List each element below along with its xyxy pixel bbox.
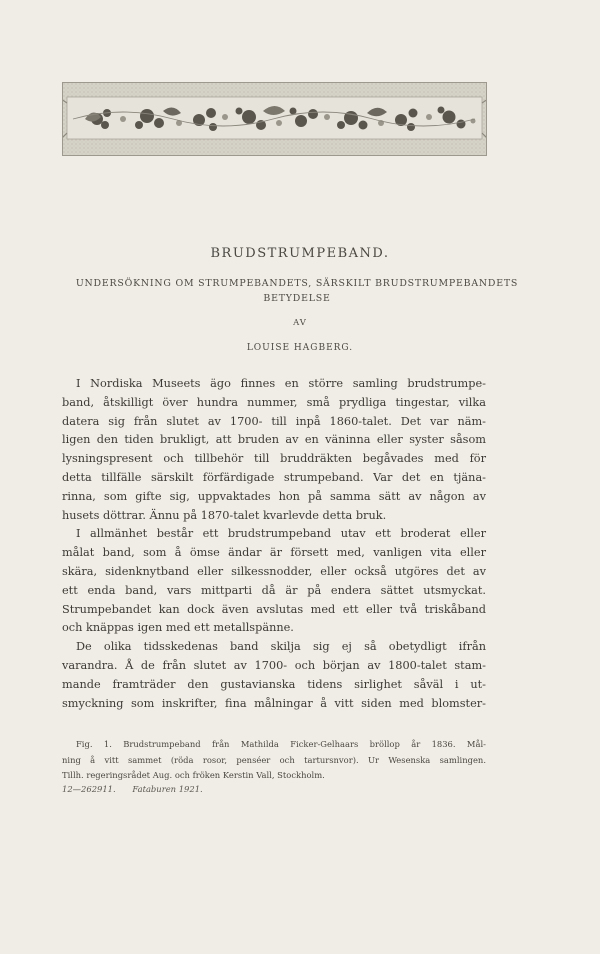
text-line: ligen den tiden brukligt, att bruden av en väninna eller syster såsom [62, 433, 486, 447]
text-line: detta tillfälle särskilt förfärdigade strumpeband. Var det en tjäna- [62, 470, 486, 484]
text-line: Strumpebandet kan dock även avslutas med ett eller två triskåband [62, 602, 486, 616]
text-line: I Nordiska Museets ägo finnes en större samling brudstrumpe- [76, 377, 486, 390]
byline: AV [293, 318, 307, 328]
page-footer [62, 784, 217, 794]
figure-caption [62, 737, 486, 784]
publication-name: Fataburen 1921. [132, 784, 203, 794]
text-line: målat band, som å ömse ändar är försett med, vanligen vita eller [62, 546, 486, 560]
text-line: skära, sidenknytband eller silkessnodder, eller också utgöres det av [62, 564, 486, 578]
garter-band-illustration [62, 82, 487, 156]
article-subtitle [36, 276, 558, 306]
text-line: I allmänhet består ett brudstrumpeband utav ett broderat eller [76, 527, 486, 541]
caption-line: Tillh. regeringsrådet Aug. och fröken Kerstin Vall, Stockholm. [62, 770, 325, 780]
caption-line: Fig. 1. Brudstrumpeband från Mathilda Ficker-Gelhaars bröllop år 1836. Mål- [76, 739, 486, 749]
print-code: 12—262911. [62, 784, 116, 794]
paragraph-1 [62, 375, 486, 525]
text-line: De olika tidsskedenas band skilja sig ej så obetydligt ifrån [76, 640, 486, 654]
text-line: och knäppas igen med ett metallspänne. [62, 621, 294, 635]
caption-line: ning å vitt sammet (röda rosor, penséer och tartursnvor). Ur Wesenska samlingen. [62, 754, 486, 765]
subtitle-line: UNDERSÖKNING OM STRUMPEBANDETS, SÄRSKILT BRUDSTRUMPEBANDETS [75, 278, 519, 289]
paragraph-2 [62, 525, 486, 638]
text-line: husets döttrar. Ännu på 1870-talet kvarlevde detta bruk. [62, 508, 387, 522]
text-line: mande framträder den gustavianska tidens sirlighet såväl i ut- [62, 677, 486, 691]
text-line: smyckning som inskrifter, fina målningar å vitt siden med blomster- [62, 696, 486, 710]
text-line: rinna, som gifte sig, uppvaktades hon på samma sätt av någon av [62, 489, 486, 503]
embroidered-band-image [63, 83, 486, 155]
text-line: datera sig från slutet av 1700- till inpå 1860-talet. Det var näm- [62, 414, 486, 428]
paragraph-3 [62, 638, 486, 713]
article-body [62, 375, 486, 713]
text-line: ett enda band, vars mittparti då är på endera sättet utsmyckat. [62, 583, 486, 597]
text-line: band, åtskilligt över hundra nummer, små prydliga tingestar, vilka [62, 395, 486, 409]
article-title: BRUDSTRUMPEBAND. [210, 246, 390, 261]
author-name: LOUISE HAGBERG. [246, 343, 354, 353]
text-line: lysningspresent och tillbehör till bruddräkten begåvades med för [62, 452, 486, 466]
text-line: varandra. Å de från slutet av 1700- och början av 1800-talet stam- [62, 658, 486, 672]
subtitle-line: BETYDELSE [263, 293, 331, 304]
